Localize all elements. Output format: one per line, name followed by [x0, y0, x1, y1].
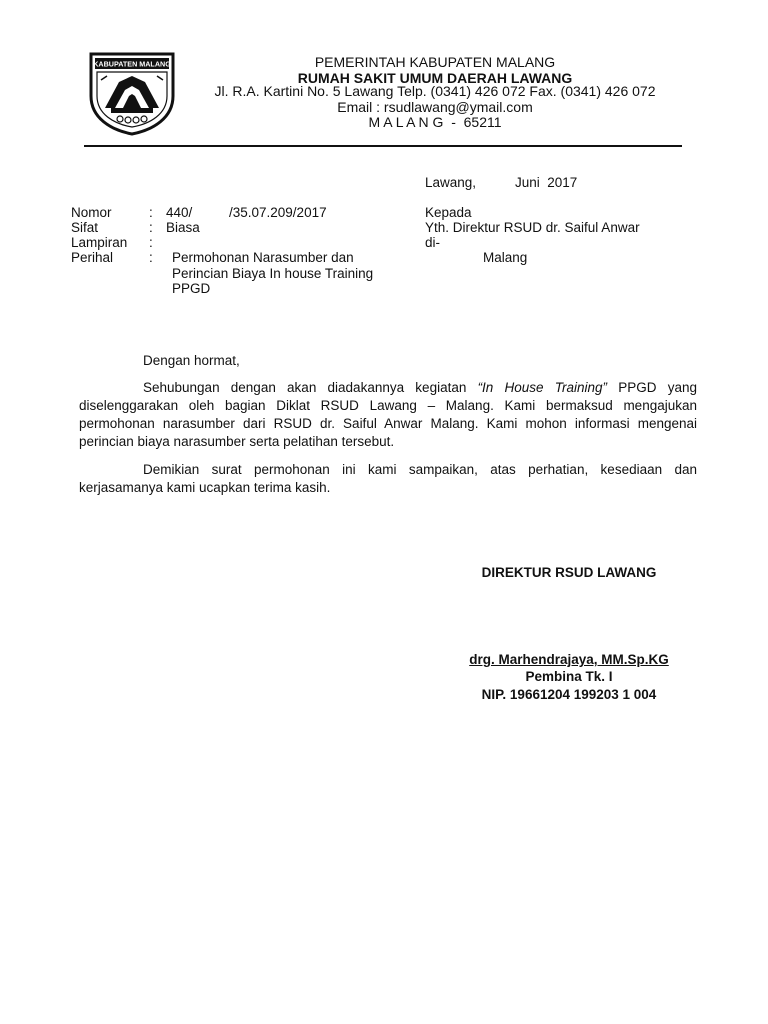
nomor-value: 440/: [166, 205, 193, 220]
paragraph-1-before: Sehubungan dengan akan diadakannya kegiatan: [143, 380, 478, 395]
paragraph-2-text: Demikian surat permohonan ini kami sampaikan, atas perhatian, kesediaan dan kerjasamanya kami ucapkan terima kasih.: [79, 462, 697, 495]
sifat-colon: :: [149, 220, 153, 235]
perihal-line-2: Perincian Biaya In house Training: [172, 266, 374, 281]
recipient-di: di-: [425, 235, 441, 250]
paragraph-1: [79, 379, 697, 451]
letterhead-divider: [84, 145, 682, 147]
header-hospital-name: RUMAH SAKIT UMUM DAERAH LAWANG: [297, 70, 573, 86]
salutation: Dengan hormat,: [143, 353, 240, 368]
recipient-yth: Yth. Direktur RSUD dr. Saiful Anwar: [425, 220, 640, 235]
recipient-kepada: Kepada: [425, 205, 472, 220]
regency-seal-icon: [87, 50, 177, 136]
paragraph-1-italic: “In House Training”: [477, 380, 608, 395]
sifat-label: Sifat: [71, 220, 99, 235]
paragraph-1-after: PPGD yang diselenggarakan oleh bagian Diklat RSUD Lawang – Malang. Kami bermaksud mengajukan permohonan narasumber dari RSUD dr. Saiful Anwar Malang. Kami mohon informasi mengenai perincian biaya narasumber serta pelatihan tersebut.: [79, 380, 697, 449]
signature-nip: NIP. 19661204 199203 1 004: [481, 687, 657, 702]
sifat-value: Biasa: [166, 220, 200, 235]
nomor-label: Nomor: [71, 205, 112, 220]
seal-text: KABUPATEN MALANG: [93, 59, 171, 69]
date-place: Lawang,: [425, 175, 477, 190]
perihal-label: Perihal: [71, 250, 114, 265]
date-month-year: Juni 2017: [515, 175, 578, 190]
perihal-line-1: Permohonan Narasumber dan: [172, 250, 354, 265]
header-city-postal: M A L A N G - 65211: [368, 114, 502, 130]
perihal-line-3: PPGD: [172, 281, 211, 296]
header-email: Email : rsudlawang@ymail.com: [337, 99, 533, 115]
header-government: PEMERINTAH KABUPATEN MALANG: [314, 54, 556, 70]
signature-name: drg. Marhendrajaya, MM.Sp.KG: [469, 652, 669, 667]
signature-rank: Pembina Tk. I: [525, 669, 613, 684]
paragraph-2: [79, 461, 697, 497]
lampiran-label: Lampiran: [71, 235, 128, 250]
recipient-city: Malang: [483, 250, 528, 265]
perihal-colon: :: [149, 250, 153, 265]
header-address: Jl. R.A. Kartini No. 5 Lawang Telp. (0341) 426 072 Fax. (0341) 426 072: [214, 83, 656, 99]
signature-title: DIREKTUR RSUD LAWANG: [481, 565, 657, 580]
nomor-suffix: /35.07.209/2017: [229, 205, 327, 220]
nomor-colon: :: [149, 205, 153, 220]
lampiran-colon: :: [149, 235, 153, 250]
